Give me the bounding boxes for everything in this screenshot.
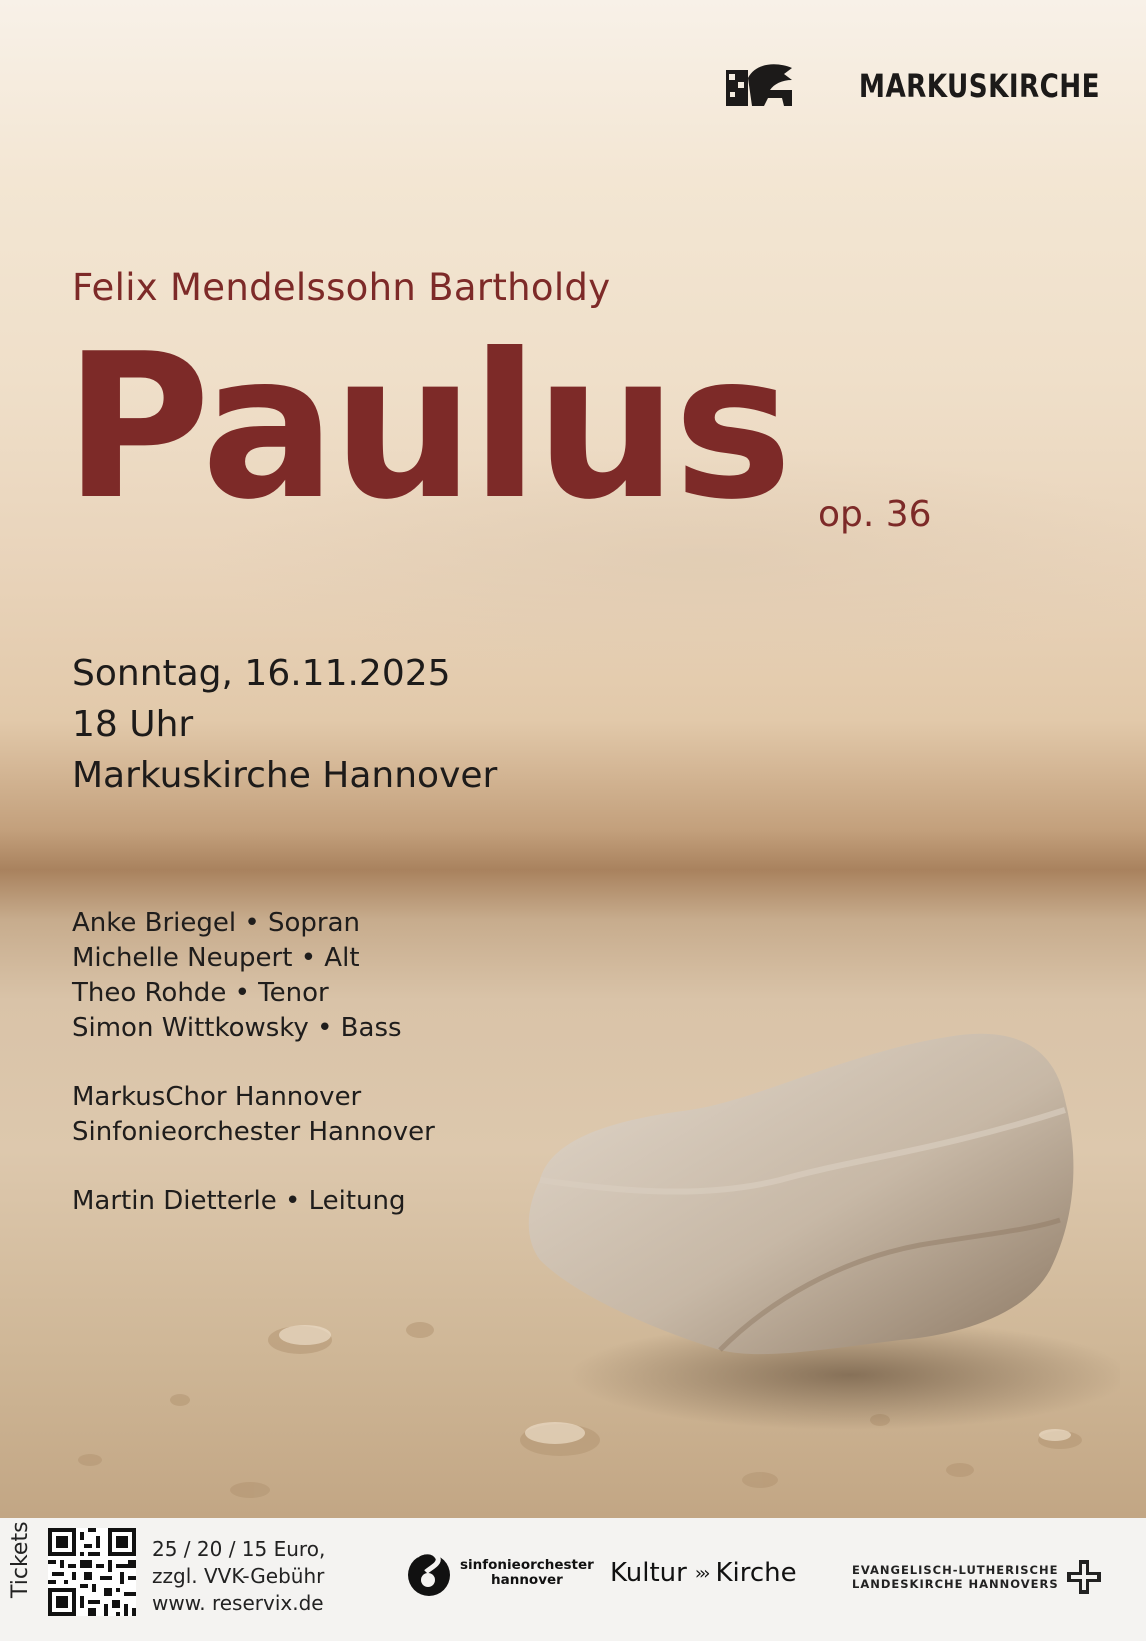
orchestra: Sinfonieorchester Hannover [72,1117,435,1147]
chevrons-icon: ››› [694,1562,708,1584]
orchestra-logo-line1: sinfonieorchester [460,1557,594,1573]
cross-icon [1067,1560,1101,1594]
kultur-kirche-logo [610,1558,797,1588]
work-title: Paulus [64,311,789,544]
event-details [72,648,497,801]
event-venue: Markuskirche Hannover [72,755,498,796]
qr-code-icon[interactable] [48,1528,136,1616]
markuskirche-logo [726,60,1100,112]
spacer [72,1046,435,1080]
ticket-prices: 25 / 20 / 15 Euro, [152,1537,326,1561]
church-name: MARKUSKIRCHE [858,67,1100,105]
orchestra-mark-icon [406,1548,452,1598]
ticket-url[interactable]: www. reservix.de [152,1591,324,1615]
lion-icon [726,60,794,112]
opus-number: op. 36 [818,494,932,535]
soloist-soprano: Anke Briegel • Sopran [72,908,361,938]
kirche-word: Kirche [715,1558,797,1588]
spacer [72,1150,435,1184]
performers-list [72,906,435,1219]
landeskirche-line2: LANDESKIRCHE HANNOVERS [852,1577,1059,1591]
landeskirche-logo [852,1560,1101,1594]
soloist-alto: Michelle Neupert • Alt [72,943,360,973]
ticket-info [152,1536,325,1617]
rock-image [520,1030,1120,1450]
event-date: Sonntag, 16.11.2025 [72,653,451,694]
sinfonieorchester-logo [406,1548,594,1598]
conductor: Martin Dietterle • Leitung [72,1186,406,1216]
soloist-tenor: Theo Rohde • Tenor [72,978,329,1008]
landeskirche-line1: EVANGELISCH-LUTHERISCHE [852,1563,1059,1577]
orchestra-logo-line2: hannover [490,1572,563,1588]
event-time: 18 Uhr [72,704,194,745]
ticket-fee: zzgl. VVK-Gebühr [152,1564,325,1588]
tickets-label: Tickets [8,1521,33,1598]
kultur-word: Kultur [610,1558,687,1588]
soloist-bass: Simon Wittkowsky • Bass [72,1013,402,1043]
choir: MarkusChor Hannover [72,1082,362,1112]
composer-name: Felix Mendelssohn Bartholdy [72,266,611,309]
